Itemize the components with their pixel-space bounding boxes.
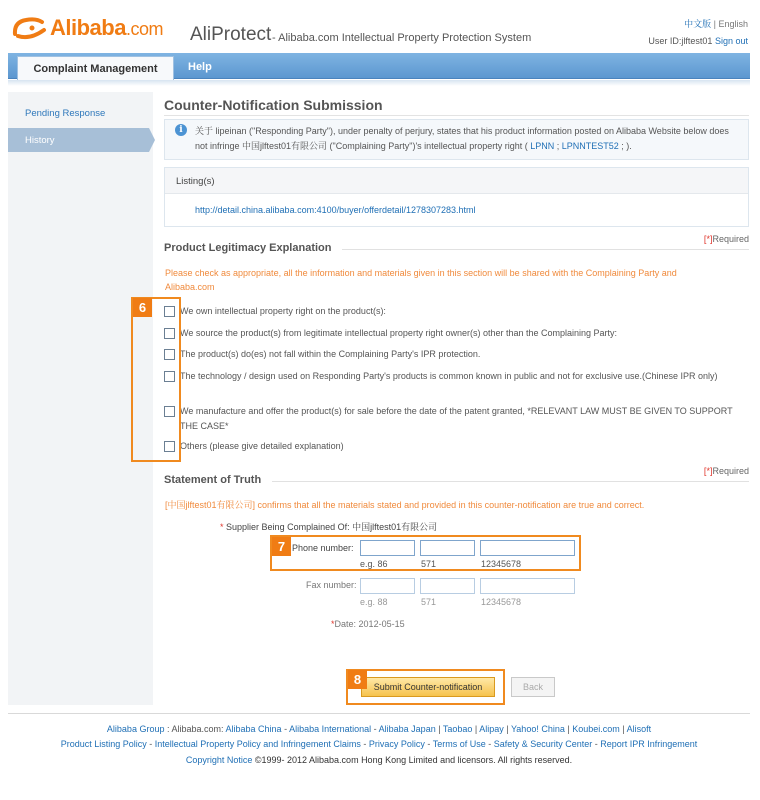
footer-link[interactable]: Alibaba China — [225, 724, 282, 734]
sidebar-item-history[interactable]: History — [8, 128, 149, 152]
option-label: The product(s) do(es) not fall within the Complaining Party's IPR protection. — [180, 349, 481, 359]
annotation-number: 8 — [348, 670, 367, 689]
footer-link[interactable]: Safety & Security Center — [493, 739, 593, 749]
footer-link[interactable]: Terms of Use — [432, 739, 486, 749]
listing-label: Listing(s) — [176, 176, 215, 187]
nav-shadow — [8, 80, 750, 86]
copyright-notice-link[interactable]: Copyright Notice — [185, 755, 253, 765]
supplier-field: * Supplier Being Complained Of: 中国jlftest01有限公司 — [220, 522, 438, 532]
lang-english-current: English — [718, 19, 748, 29]
fax-area-code-input[interactable] — [420, 578, 475, 594]
section-divider — [272, 481, 749, 482]
footer-link[interactable]: Privacy Policy — [368, 739, 425, 749]
fax-hint-country: e.g. 88 — [360, 597, 388, 607]
language-switcher: 中文版 | English — [684, 19, 748, 29]
footer-link[interactable]: Report IPR Infringement — [600, 739, 698, 749]
user-info: User ID:jlftest01 Sign out — [648, 36, 748, 46]
notice-text: 关于 lipeinan ("Responding Party"), under penalty of perjury, states that his product information posted on Alibaba Website below does not infringe 中国jlftest01有限公司 ("Complaining Party")'s intellectual property right ( LPNN ; LPNNTEST52 ; ). — [195, 126, 729, 151]
alibaba-logo[interactable] — [12, 12, 163, 44]
tab-help[interactable]: Help — [188, 61, 212, 73]
section-title-truth: Statement of Truth — [164, 474, 262, 486]
annotation-number: 6 — [133, 298, 152, 317]
footer-copyright: Copyright Notice ©1999- 2012 Alibaba.com Hong Kong Limited and licensors. All rights reserved. — [185, 755, 573, 765]
listing-url-link[interactable]: http://detail.china.alibaba.com:4100/buyer/offerdetail/1278307283.html — [195, 205, 476, 215]
logo-wordmark: Alibaba.com — [50, 15, 163, 40]
date-value: 2012-05-15 — [358, 619, 405, 629]
sidebar-item-pending-response[interactable]: Pending Response — [25, 107, 106, 119]
date-field: *Date: 2012-05-15 — [331, 619, 405, 629]
footer-divider — [8, 713, 750, 714]
submit-counter-notification-button[interactable]: Submit Counter-notification — [361, 677, 495, 697]
tab-complaint-management[interactable]: Complaint Management — [17, 56, 174, 80]
phone-hint-country: e.g. 86 — [360, 559, 388, 569]
section-title-legitimacy: Product Legitimacy Explanation — [164, 242, 332, 254]
user-id: jlftest01 — [681, 36, 713, 46]
alibaba-smile-icon — [12, 14, 48, 42]
title-divider — [164, 115, 749, 116]
section-divider — [342, 249, 749, 250]
footer-link[interactable]: Yahoo! China — [510, 724, 565, 734]
phone-hint-area: 571 — [421, 559, 437, 569]
footer-link[interactable]: Alipay — [479, 724, 504, 734]
required-legend: [*]Required — [703, 466, 749, 476]
footer-link[interactable]: Alibaba Japan — [378, 724, 436, 734]
supplier-value: 中国jlftest01有限公司 — [352, 522, 438, 532]
info-icon: i — [175, 124, 187, 136]
app-subtitle: - Alibaba.com Intellectual Property Protection System — [272, 32, 532, 44]
option-label: We own intellectual property right on the product(s): — [180, 306, 386, 316]
option-label: Others (please give detailed explanation) — [180, 441, 344, 451]
truth-statement: [中国jlftest01有限公司] confirms that all the materials stated and provided in this counter-notification are true and correct. — [165, 500, 645, 510]
option-label: The technology / design used on Responding Party's products is common known in public and not for exclusive use.(Chinese IPR only) — [180, 371, 718, 381]
fax-country-code-input[interactable] — [360, 578, 415, 594]
footer-link[interactable]: Intellectual Property Policy and Infringement Claims — [154, 739, 361, 749]
page-title: Counter-Notification Submission — [164, 97, 383, 113]
annotation-box-checkboxes — [131, 297, 181, 462]
ipr-link-lpnntest52[interactable]: LPNNTEST52 — [561, 141, 619, 151]
footer-link-alibaba-group[interactable]: Alibaba Group — [106, 724, 165, 734]
back-button[interactable]: Back — [511, 677, 555, 697]
footer-link[interactable]: Alisoft — [626, 724, 652, 734]
footer-link[interactable]: Product Listing Policy — [60, 739, 147, 749]
sidebar-active-arrow — [149, 128, 155, 152]
fax-label: Fax number: — [306, 580, 357, 590]
lang-chinese-link[interactable]: 中文版 — [684, 19, 712, 29]
listing-panel-header — [165, 168, 748, 194]
footer-group-links: Alibaba Group : Alibaba.com: Alibaba China - Alibaba International - Alibaba Japan | Taobao | Alipay | Yahoo! China | Koubei.com | Alisoft — [106, 724, 652, 734]
annotation-box-phone — [270, 535, 581, 571]
option-label: We source the product(s) from legitimate intellectual property right owner(s) other than the Complaining Party: — [180, 328, 618, 338]
phone-hint-number: 12345678 — [481, 559, 522, 569]
footer-policy-links: Product Listing Policy - Intellectual Property Policy and Infringement Claims - Privacy Policy - Terms of Use - Safety & Security Center - Report IPR Infringement — [60, 739, 698, 749]
app-name: AliProtect — [190, 24, 272, 45]
phone-label: Phone number: — [292, 543, 354, 553]
option-label: We manufacture and offer the product(s) for sale before the date of the patent granted, *RELEVANT LAW MUST BE GIVEN TO SUPPORT THE CASE* — [180, 406, 733, 431]
fax-number-input[interactable] — [480, 578, 575, 594]
legitimacy-note: Please check as appropriate, all the information and materials given in this section will be shared with the Complaining Party and Alibaba.com — [165, 268, 677, 292]
fax-hint-number: 12345678 — [481, 597, 522, 607]
annotation-box-submit — [346, 669, 505, 705]
ipr-link-lpnn[interactable]: LPNN — [530, 141, 555, 151]
footer-link[interactable]: Koubei.com — [572, 724, 620, 734]
footer-link[interactable]: Alibaba International — [289, 724, 372, 734]
annotation-number: 7 — [272, 537, 291, 556]
footer-link[interactable]: Taobao — [442, 724, 473, 734]
sign-out-link[interactable]: Sign out — [714, 36, 748, 46]
required-legend: [*]Required — [703, 234, 749, 244]
fax-hint-area: 571 — [421, 597, 437, 607]
